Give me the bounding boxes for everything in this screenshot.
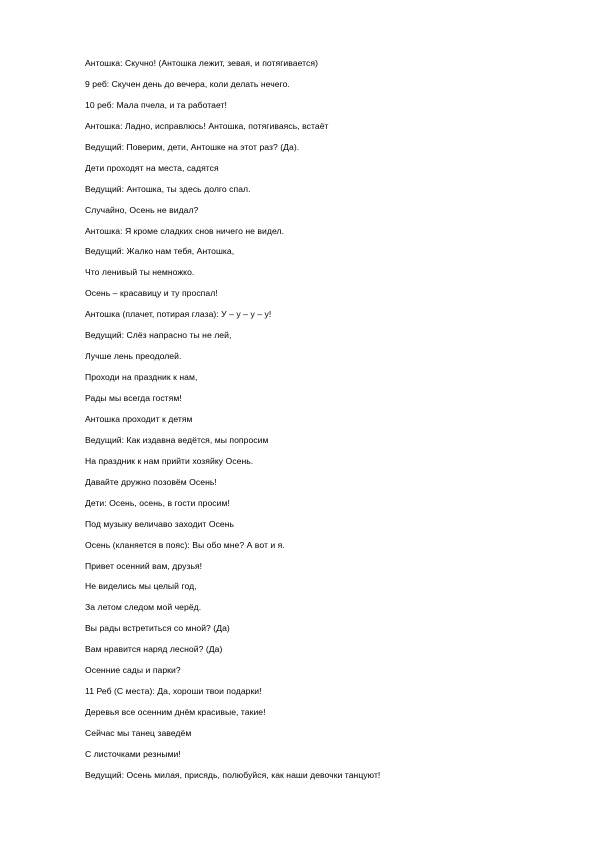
script-text [85,56,585,789]
text-line: Ведущий: Слёз напрасно ты не лей, [85,330,232,341]
text-line: 10 реб: Мала пчела, и та работает! [85,99,227,110]
text-line: Антошка: Ладно, исправлюсь! Антошка, потягиваясь, встаёт [85,120,329,131]
text-line: На праздник к нам прийти хозяйку Осень. [85,455,254,466]
text-line: Ведущий: Осень милая, присядь, полюбуйся, как наши девочки танцуют! [85,769,381,780]
text-line: Ведущий: Жалко нам тебя, Антошка, [85,246,235,257]
text-line: За летом следом мой черёд. [85,602,202,613]
text-line: Рады мы всегда гостям! [85,393,182,403]
text-line: Осень (кланяется в пояс): Вы обо мне? А вот и я. [85,539,285,550]
text-line: Вы рады встретиться со мной? (Да) [85,623,230,634]
text-line: Под музыку величаво заходит Осень [85,518,235,529]
text-line: Лучше лень преодолей. [85,351,182,362]
text-line: Осень – красавицу и ту проспал! [85,288,218,299]
text-line: Антошка (плачет, потирая глаза): У – у – у – у! [85,309,272,320]
text-line: Антошка: Я кроме сладких снов ничего не видел. [85,225,285,236]
text-line: Дети: Осень, осень, в гости просим! [85,497,230,508]
text-line: Давайте дружно позовём Осень! [85,476,217,487]
text-line: Ведущий: Поверим, дети, Антошке на этот раз? (Да). [85,141,300,152]
text-line: Вам нравится наряд лесной? (Да) [85,644,223,655]
text-line: Что ленивый ты немножко. [85,267,195,278]
text-line: Антошка: Скучно! (Антошка лежит, зевая, и потягивается) [85,58,319,68]
text-line: Проходи на праздник к нам, [85,372,198,383]
text-line: Дети проходят на места, садятся [85,162,219,173]
text-line: Осенние сады и парки? [85,665,181,676]
text-line: 11 Реб (С места): Да, хороши твои подарки! [85,686,262,697]
text-line: Деревья все осенним днём красивые, такие! [85,707,266,718]
text-line: Антошка проходит к детям [85,413,193,424]
text-line: Случайно, Осень не видал? [85,204,199,215]
text-line: 9 реб: Скучен день до вечера, коли делать нечего. [85,78,290,89]
text-line: Сейчас мы танец заведём [85,728,192,738]
text-line: С листочками резными! [85,748,181,759]
text-line: Ведущий: Как издавна ведётся, мы попросим [85,434,269,445]
text-line: Привет осенний вам, друзья! [85,560,203,571]
text-line: Не виделись мы целый год, [85,581,197,592]
text-line: Ведущий: Антошка, ты здесь долго спал. [85,183,251,194]
